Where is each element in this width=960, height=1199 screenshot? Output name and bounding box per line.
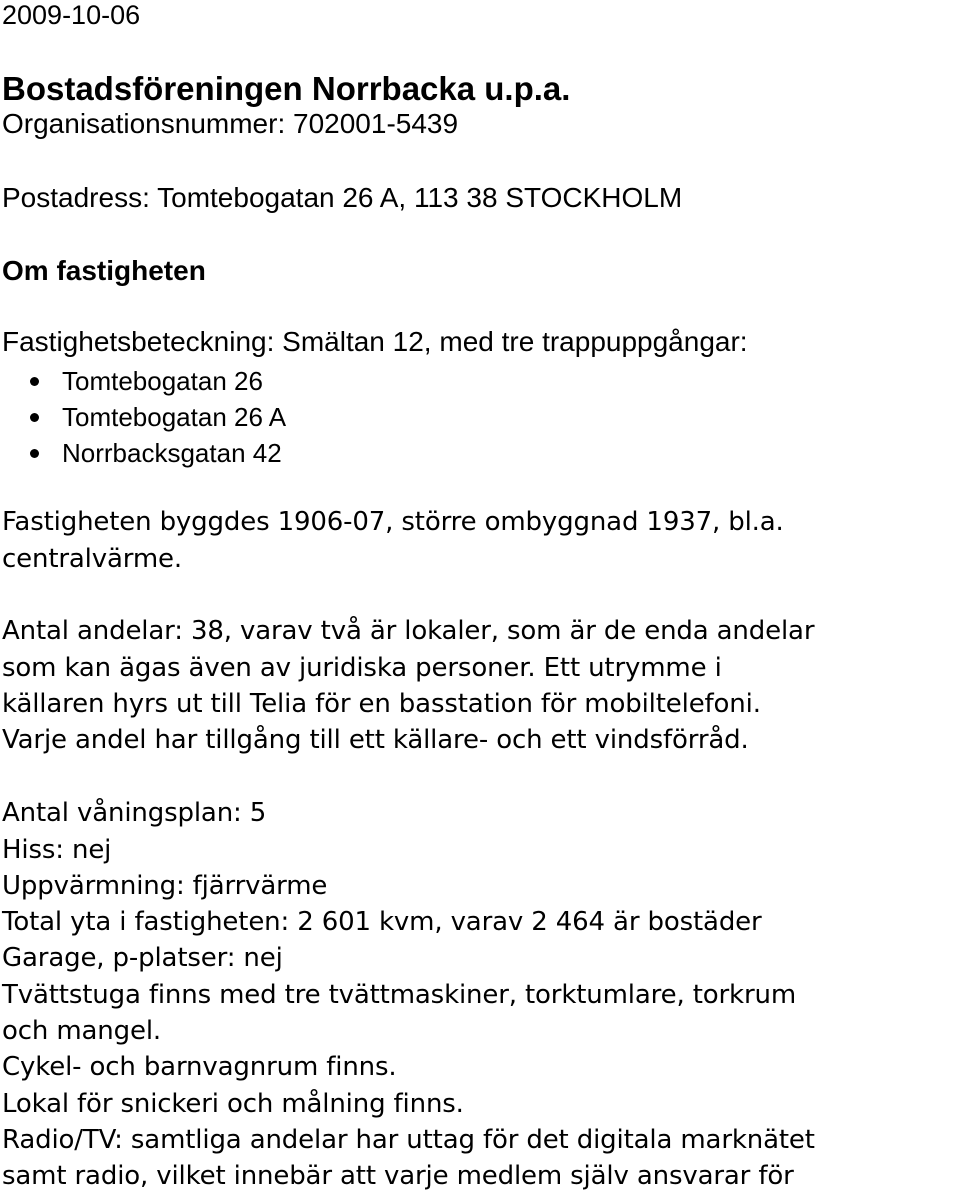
property-designation: Fastighetsbeteckning: Smältan 12, med tre trappuppgångar: [2,326,748,357]
section-heading: Om fastigheten [2,255,206,286]
bullet-icon [30,377,39,386]
fact-line: Hiss: nej [2,835,112,865]
bullet-icon [30,449,39,458]
shares-paragraph-line: som kan ägas även av juridiska personer. Ett utrymme i [2,653,722,683]
fact-line: Garage, p-platser: nej [2,943,283,973]
fact-line: Total yta i fastigheten: 2 601 kvm, varav 2 464 är bostäder [2,907,762,937]
fact-line: Cykel- och barnvagnrum finns. [2,1052,397,1082]
fact-line: Tvättstuga finns med tre tvättmaskiner, torktumlare, torkrum [2,980,796,1010]
shares-paragraph-line: Antal andelar: 38, varav två är lokaler, som är de enda andelar [2,616,815,646]
build-paragraph-line: centralvärme. [2,544,182,574]
organization-name: Bostadsföreningen Norrbacka u.p.a. [2,70,571,107]
organization-number: Organisationsnummer: 702001-5439 [2,108,459,139]
fact-line: Lokal för snickeri och målning finns. [2,1089,464,1119]
list-item: Tomtebogatan 26 [0,365,286,401]
fact-line: Antal våningsplan: 5 [2,798,267,828]
postal-address: Postadress: Tomtebogatan 26 A, 113 38 STOCKHOLM [2,182,683,213]
document-date: 2009-10-06 [2,0,141,30]
list-item: Norrbacksgatan 42 [0,437,286,473]
entrance-list [0,365,286,473]
bullet-icon [30,413,39,422]
fact-line: och mangel. [2,1016,162,1046]
fact-line: samt radio, vilket innebär att varje medlem själv ansvarar för [2,1161,794,1191]
list-item: Tomtebogatan 26 A [0,401,286,437]
fact-line: Radio/TV: samtliga andelar har uttag för det digitala marknätet [2,1125,815,1155]
shares-paragraph-line: källaren hyrs ut till Telia för en basstation för mobiltelefoni. [2,689,761,719]
fact-line: Uppvärmning: fjärrvärme [2,871,328,901]
build-paragraph-line: Fastigheten byggdes 1906-07, större ombyggnad 1937, bl.a. [2,507,784,537]
shares-paragraph-line: Varje andel har tillgång till ett källare- och ett vindsförråd. [2,725,749,755]
